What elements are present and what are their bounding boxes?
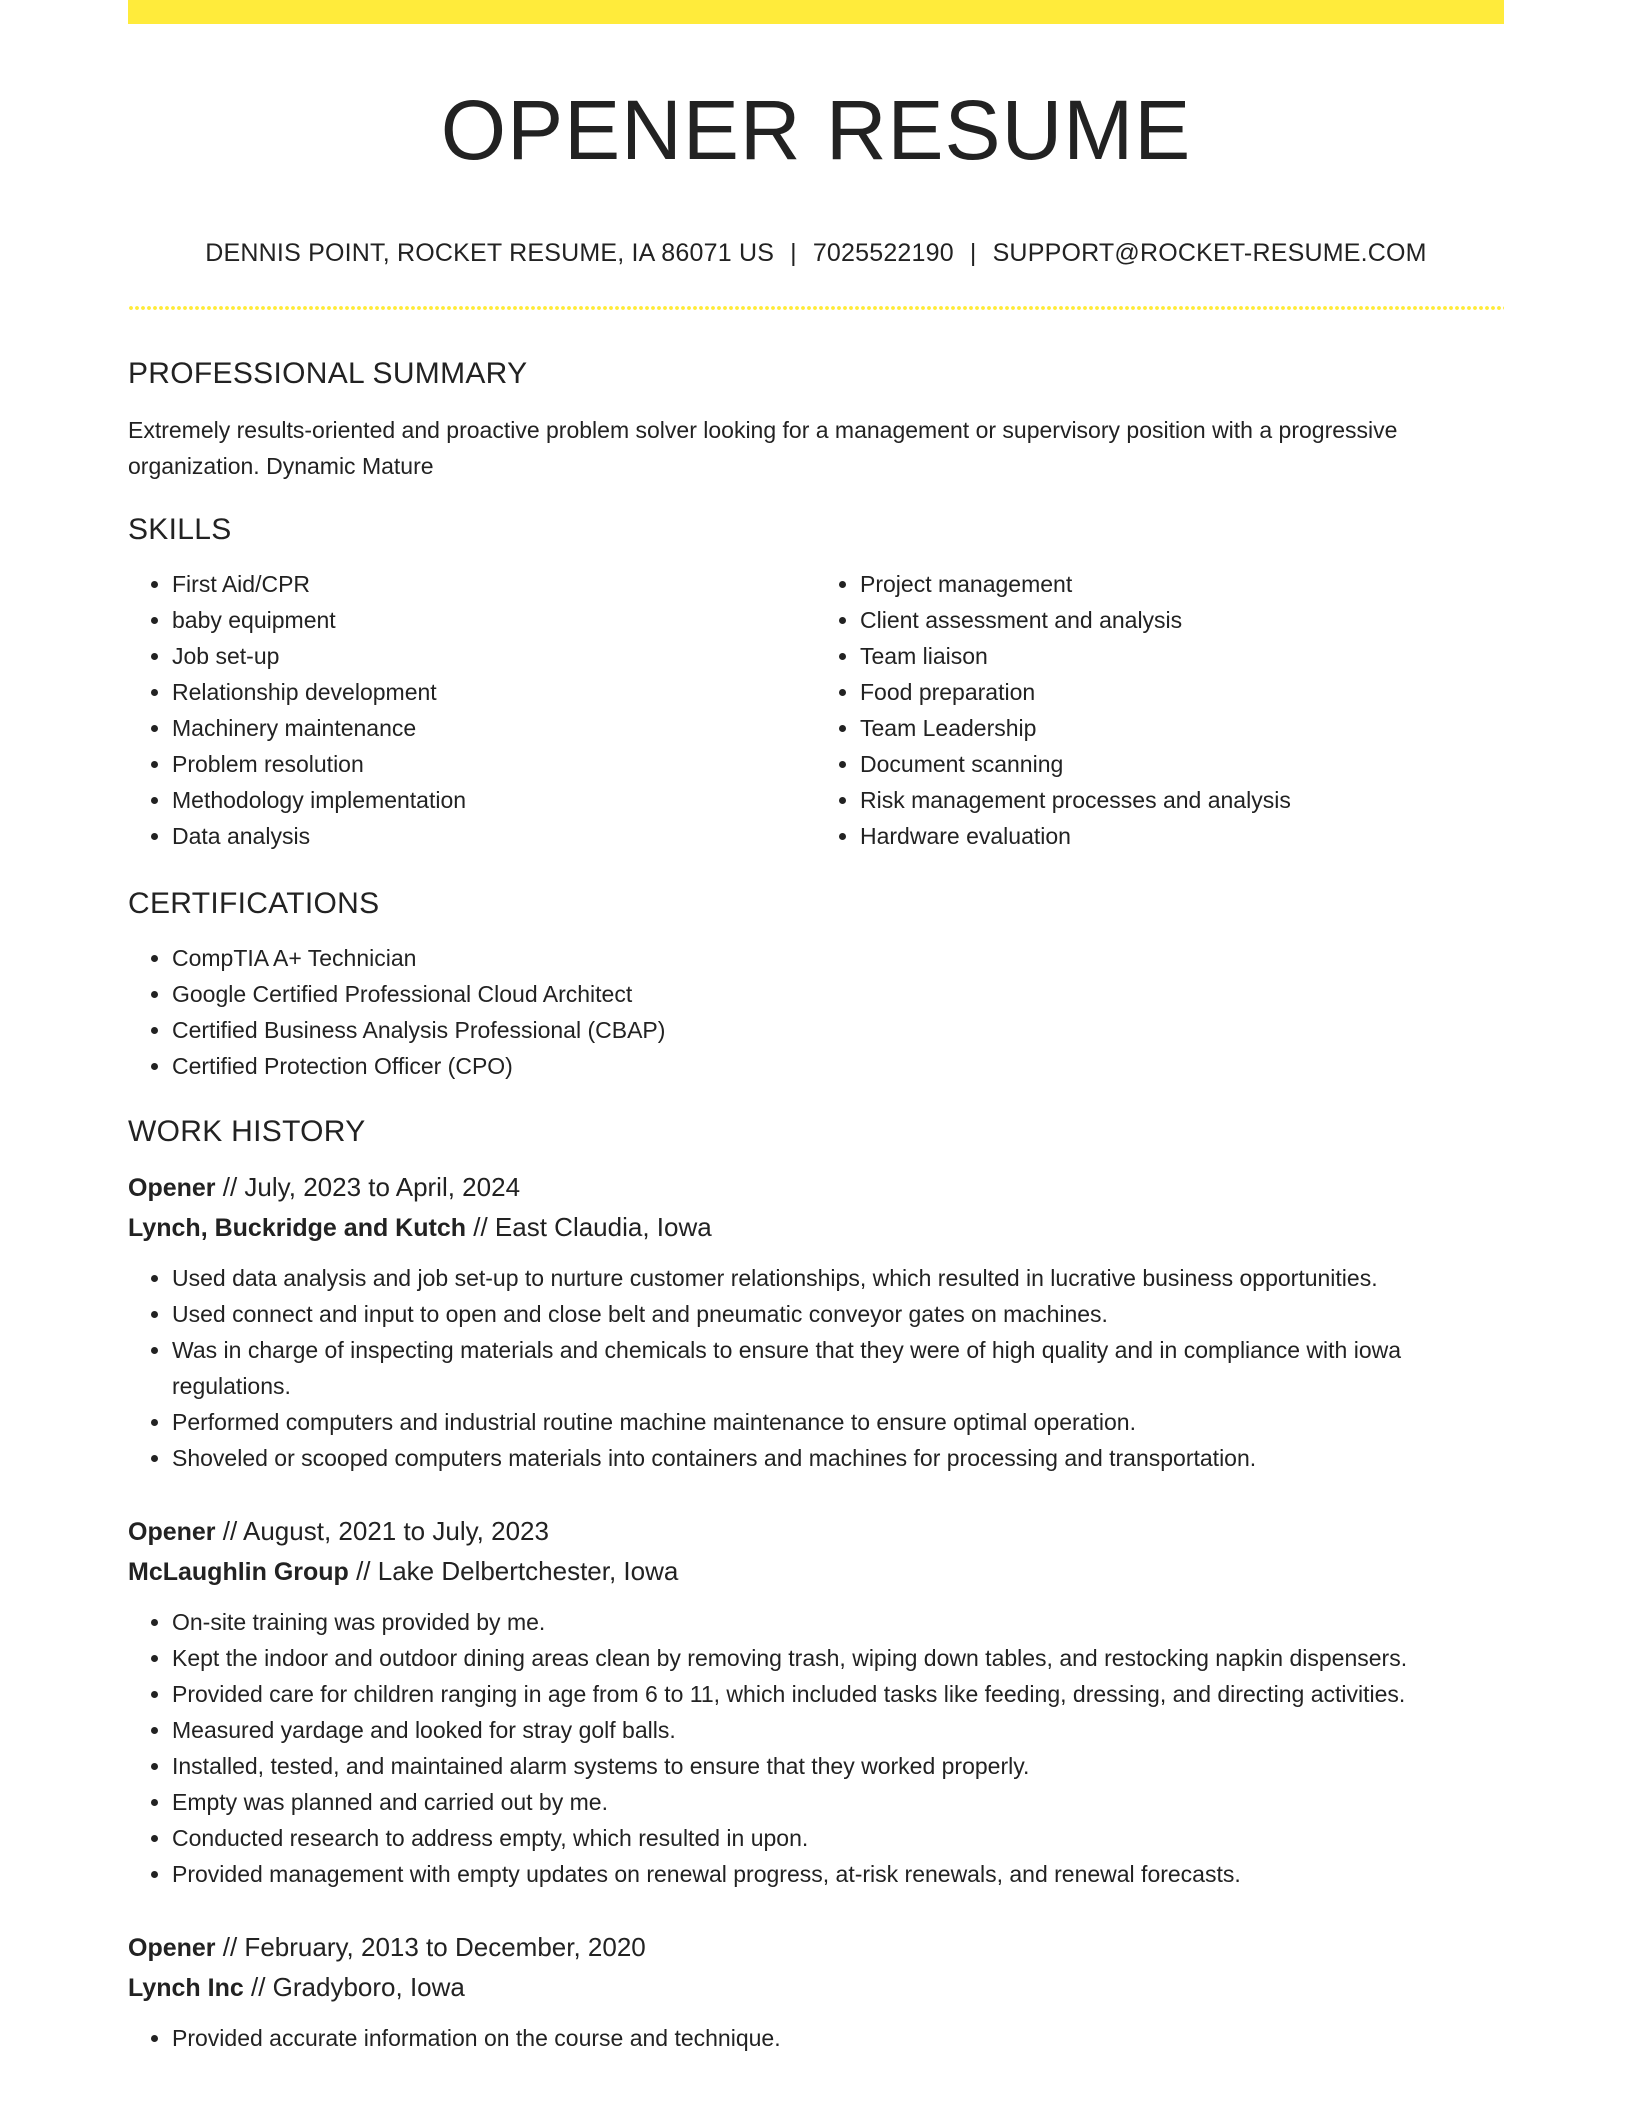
skill-item: • baby equipment [172,602,816,638]
job-dates: // August, 2021 to July, 2023 [222,1516,549,1546]
job-title: Opener [128,1934,216,1962]
job-title-line [128,1928,1504,1968]
job-dates: // February, 2013 to December, 2020 [222,1932,646,1962]
job-location: // Gradyboro, Iowa [251,1972,465,2002]
job-title-line [128,1512,1504,1552]
certification-item: • Google Certified Professional Cloud Architect [172,976,1504,1012]
skill-item: • Machinery maintenance [172,710,816,746]
summary-text: Extremely results-oriented and proactive problem solver looking for a management or supervisory position with a progressive organization. Dynamic Mature [128,417,1398,479]
certification-item: • Certified Business Analysis Professional (CBAP) [172,1012,1504,1048]
job-bullet: • Kept the indoor and outdoor dining areas clean by removing trash, wiping down tables, and restocking napkin dispensers. [172,1640,1504,1676]
job-location: // Lake Delbertchester, Iowa [356,1556,679,1586]
contact-separator: | [790,239,797,267]
job-bullets [128,1260,1504,1476]
dotted-divider [128,306,1504,310]
job-entry [128,1928,1504,2056]
job-bullets [128,2020,1504,2056]
skills-columns [128,566,1504,854]
skills-section [128,508,1504,854]
certification-item: • Certified Protection Officer (CPO) [172,1048,1504,1084]
skill-item: • Relationship development [172,674,816,710]
job-bullet: • Used data analysis and job set-up to nurture customer relationships, which resulted in lucrative business opportunities. [172,1260,1504,1296]
job-bullet: • Conducted research to address empty, which resulted in upon. [172,1820,1504,1856]
job-bullet: • Provided management with empty updates on renewal progress, at-risk renewals, and renewal forecasts. [172,1856,1504,1892]
certification-item: • CompTIA A+ Technician [172,940,1504,976]
skill-item: • Data analysis [172,818,816,854]
skill-item: • First Aid/CPR [172,566,816,602]
certifications-section [128,882,1504,1084]
job-title: Opener [128,1174,216,1202]
job-bullet: • Shoveled or scooped computers materials into containers and machines for processing and transportation. [172,1440,1504,1476]
skill-item: • Risk management processes and analysis [860,782,1504,818]
job-title: Opener [128,1518,216,1546]
job-entry [128,1512,1504,1892]
job-company-line [128,1552,1504,1592]
job-bullet: • Was in charge of inspecting materials and chemicals to ensure that they were of high quality and in compliance with iowa regulations. [172,1332,1504,1404]
job-bullets [128,1604,1504,1892]
skill-item: • Hardware evaluation [860,818,1504,854]
skill-item: • Problem resolution [172,746,816,782]
job-title-line [128,1168,1504,1208]
skills-list-left [128,566,816,854]
job-bullet: • Provided accurate information on the course and technique. [172,2020,1504,2056]
job-bullet: • Empty was planned and carried out by me. [172,1784,1504,1820]
contact-address: DENNIS POINT, ROCKET RESUME, IA 86071 US [205,239,775,267]
job-entry [128,1168,1504,1476]
job-company: Lynch Inc [128,1974,244,2002]
top-accent-bar [128,0,1504,24]
job-dates: // July, 2023 to April, 2024 [222,1172,521,1202]
contact-email[interactable]: SUPPORT@ROCKET-RESUME.COM [992,239,1427,267]
skill-item: • Team Leadership [860,710,1504,746]
skill-item: • Methodology implementation [172,782,816,818]
summary-section [128,352,1504,484]
work-history-heading: WORK HISTORY [128,1115,366,1148]
job-location: // East Claudia, Iowa [473,1212,712,1242]
job-bullet: • Provided care for children ranging in age from 6 to 11, which included tasks like feeding, dressing, and directing activities. [172,1676,1504,1712]
job-bullet: • Installed, tested, and maintained alarm systems to ensure that they worked properly. [172,1748,1504,1784]
job-company: McLaughlin Group [128,1558,349,1586]
skill-item: • Job set-up [172,638,816,674]
contact-phone: 7025522190 [812,239,954,267]
resume-content [128,352,1504,2092]
resume-page [128,0,1504,2051]
skill-item: • Project management [860,566,1504,602]
skills-heading: SKILLS [128,513,232,546]
certifications-heading: CERTIFICATIONS [128,887,380,920]
job-company-line [128,1968,1504,2008]
job-bullet: • Performed computers and industrial routine machine maintenance to ensure optimal operation. [172,1404,1504,1440]
job-company: Lynch, Buckridge and Kutch [128,1214,467,1242]
job-company-line [128,1208,1504,1248]
resume-title: OPENER RESUME [440,83,1192,177]
job-bullet: • Measured yardage and looked for stray golf balls. [172,1712,1504,1748]
job-bullet: • On-site training was provided by me. [172,1604,1504,1640]
skill-item: • Document scanning [860,746,1504,782]
job-bullet: • Used connect and input to open and close belt and pneumatic conveyor gates on machines. [172,1296,1504,1332]
contact-line [128,236,1504,270]
skill-item: • Team liaison [860,638,1504,674]
contact-separator: | [969,239,977,267]
skill-item: • Client assessment and analysis [860,602,1504,638]
summary-heading: PROFESSIONAL SUMMARY [128,357,528,390]
certifications-list [128,940,1504,1084]
work-history-section [128,1110,1504,2056]
skills-list-right [816,566,1504,854]
skill-item: • Food preparation [860,674,1504,710]
